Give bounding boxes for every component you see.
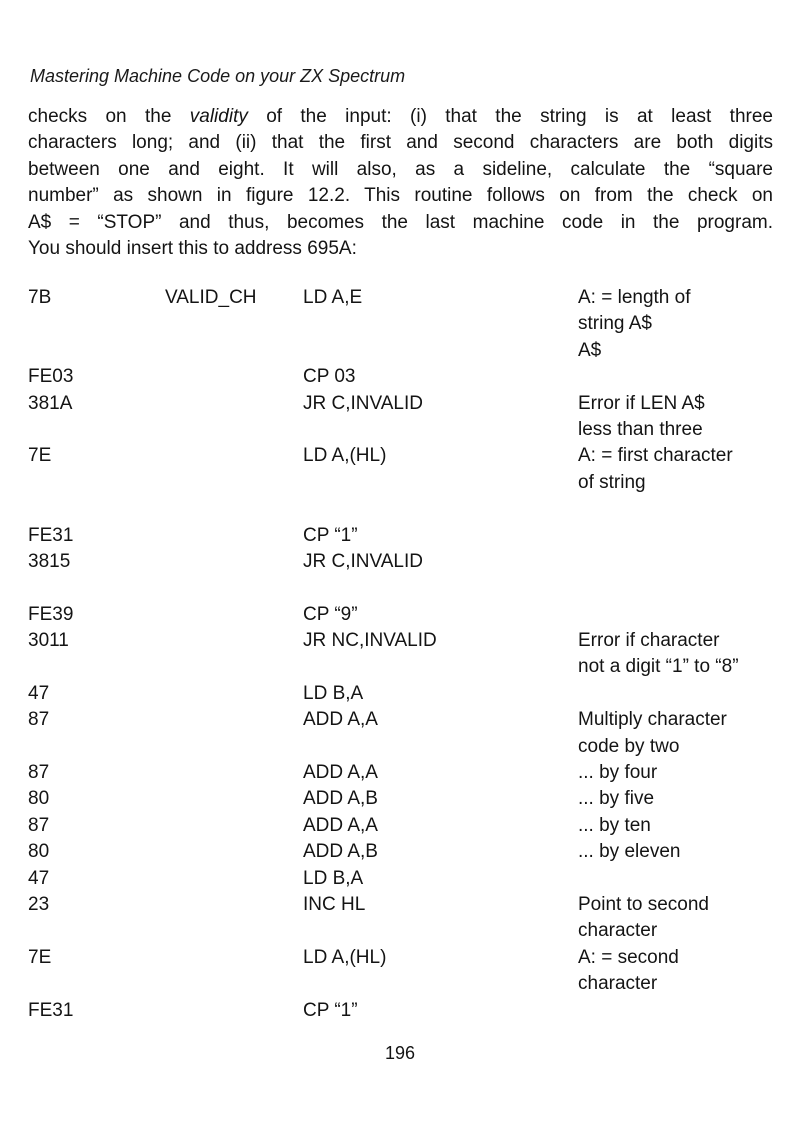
listing-row (28, 445, 773, 471)
asm-comment: code by two (578, 735, 680, 757)
asm-comment: Error if LEN A$ (578, 392, 705, 414)
asm-instruction: ADD A,A (303, 814, 378, 836)
asm-comment: Multiply character (578, 709, 727, 731)
asm-comment: Error if character (578, 630, 720, 652)
listing-row (28, 788, 773, 814)
asm-comment: A$ (578, 339, 602, 361)
opcode-hex: 7E (28, 946, 52, 968)
asm-comment: A: = second (578, 946, 679, 968)
opcode-hex: 47 (28, 682, 50, 704)
opcode-hex: 80 (28, 841, 50, 863)
asm-instruction: CP 03 (303, 366, 356, 388)
listing-row (28, 472, 773, 498)
asm-comment: character (578, 973, 658, 995)
opcode-hex: FE31 (28, 999, 74, 1021)
asm-instruction: ADD A,B (303, 841, 378, 863)
asm-instruction: JR C,INVALID (303, 550, 424, 572)
paragraph-line-1 (28, 104, 773, 130)
listing-row (28, 604, 773, 630)
asm-instruction: JR C,INVALID (303, 392, 424, 414)
paragraph-line-3: between one and eight. It will also, as a sideline, calculate the “square (28, 158, 773, 180)
page-number: 196 (384, 1043, 416, 1063)
line1-text-after: of the input: (i) that the string is at least three (247, 106, 773, 127)
opcode-hex: 7E (28, 445, 52, 467)
intro-paragraph (28, 104, 773, 262)
listing-row (28, 313, 773, 339)
listing-row (28, 841, 773, 867)
listing-row (28, 551, 773, 577)
listing-row (28, 709, 773, 735)
opcode-hex: 80 (28, 788, 50, 810)
asm-comment: of string (578, 471, 646, 493)
opcode-hex: 87 (28, 709, 50, 731)
asm-comment: ... by eleven (578, 841, 681, 863)
code-listing (28, 287, 773, 1026)
asm-instruction: CP “9” (303, 603, 358, 625)
asm-comment: ... by four (578, 762, 658, 784)
paragraph-line-2: characters long; and (ii) that the first and second characters are both digits (28, 132, 773, 154)
asm-comment: A: = length of (578, 287, 691, 308)
opcode-hex: FE03 (28, 366, 74, 388)
listing-row (28, 894, 773, 920)
listing-row (28, 683, 773, 709)
listing-row (28, 815, 773, 841)
line1-text-before: checks on the (28, 106, 190, 127)
book-title: Mastering Machine Code on your ZX Spectrum (30, 66, 406, 86)
listing-row (28, 1000, 773, 1026)
listing-row (28, 419, 773, 445)
paragraph-line-6: You should insert this to address 695A: (28, 238, 357, 260)
asm-instruction: INC HL (303, 893, 366, 915)
asm-comment: not a digit “1” to “8” (578, 656, 739, 678)
opcode-hex: 7B (28, 287, 52, 308)
listing-row (28, 340, 773, 366)
listing-row (28, 630, 773, 656)
listing-row (28, 973, 773, 999)
listing-row (28, 525, 773, 551)
listing-row (28, 947, 773, 973)
listing-row (28, 393, 773, 419)
opcode-hex: 87 (28, 814, 50, 836)
asm-comment: string A$ (578, 313, 652, 335)
opcode-hex: FE39 (28, 603, 74, 625)
opcode-hex: 47 (28, 867, 50, 889)
listing-row (28, 287, 773, 313)
asm-comment: less than three (578, 418, 703, 440)
asm-instruction: JR NC,INVALID (303, 630, 437, 652)
listing-row (28, 498, 773, 524)
opcode-hex: 381A (28, 392, 73, 414)
asm-label: VALID_CH (165, 287, 257, 308)
asm-comment: character (578, 920, 658, 942)
opcode-hex: FE31 (28, 524, 74, 546)
asm-instruction: LD A,(HL) (303, 946, 387, 968)
asm-instruction: CP “1” (303, 524, 358, 546)
listing-row (28, 577, 773, 603)
opcode-hex: 87 (28, 762, 50, 784)
asm-instruction: LD B,A (303, 867, 364, 889)
opcode-hex: 3011 (28, 630, 69, 652)
asm-comment: ... by ten (578, 814, 651, 836)
listing-row (28, 762, 773, 788)
listing-row (28, 920, 773, 946)
listing-row (28, 366, 773, 392)
asm-instruction: LD B,A (303, 682, 364, 704)
listing-row (28, 656, 773, 682)
opcode-hex: 23 (28, 893, 50, 915)
listing-row (28, 736, 773, 762)
asm-comment: Point to second (578, 893, 709, 915)
paragraph-line-4: number” as shown in figure 12.2. This routine follows on from the check on (28, 185, 773, 207)
asm-instruction: LD A,E (303, 287, 363, 308)
line1-italic-word: validity (189, 106, 248, 127)
asm-instruction: ADD A,A (303, 762, 378, 784)
asm-instruction: CP “1” (303, 999, 358, 1021)
asm-comment: A: = first character (578, 445, 733, 467)
asm-instruction: ADD A,A (303, 709, 378, 731)
opcode-hex: 3815 (28, 550, 71, 572)
asm-instruction: LD A,(HL) (303, 445, 387, 467)
asm-instruction: ADD A,B (303, 788, 378, 810)
paragraph-line-5: A$ = “STOP” and thus, becomes the last machine code in the program. (28, 211, 773, 233)
asm-comment: ... by five (578, 788, 655, 810)
running-header (30, 66, 405, 87)
listing-row (28, 868, 773, 894)
